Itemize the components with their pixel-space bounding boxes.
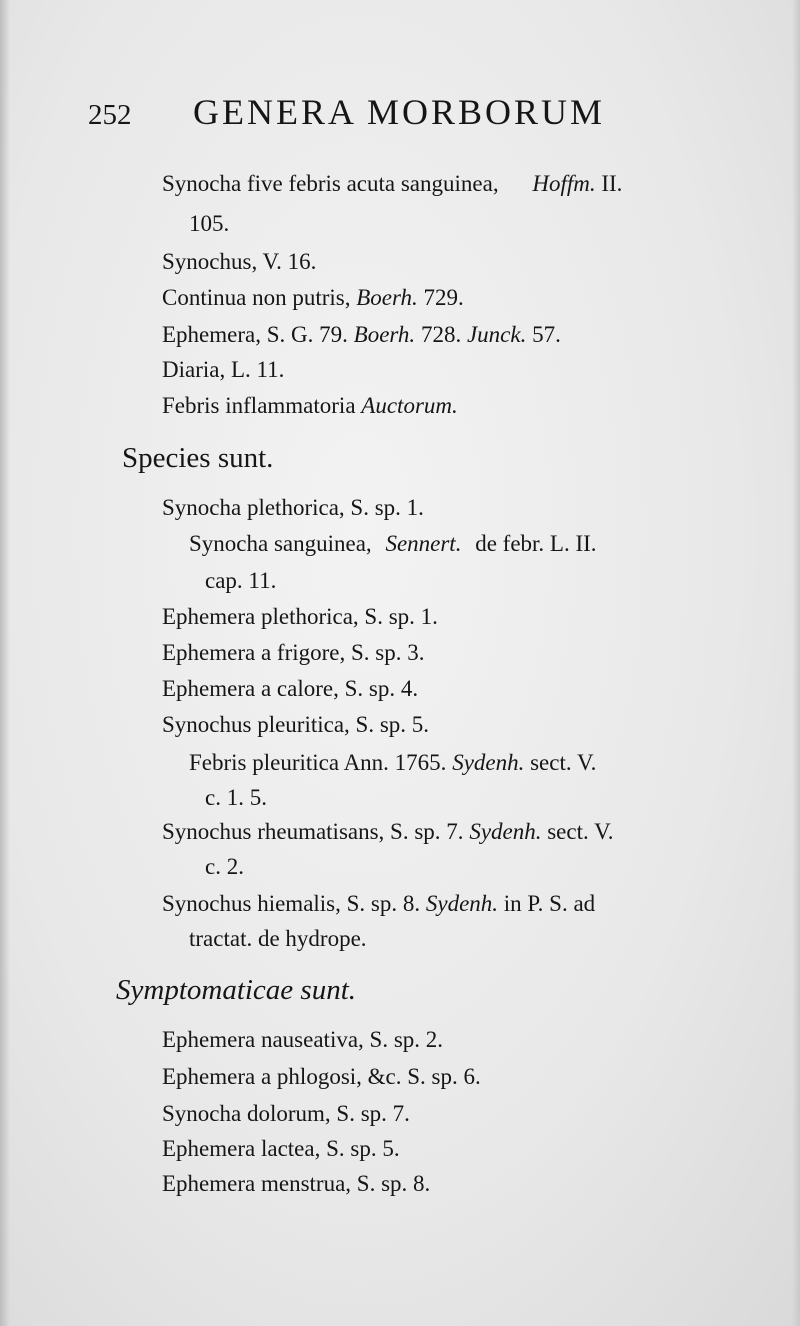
synonym-line — [162, 248, 316, 276]
synonym-line — [162, 284, 464, 312]
reference-text: sect. V. — [547, 819, 614, 844]
author-abbrev: Junck. — [466, 322, 527, 347]
species-text: c. 1. 5. — [205, 785, 267, 810]
symptomatic-item: Ephemera lactea, S. sp. 5. — [162, 1136, 400, 1161]
symptomatic-item: Ephemera a phlogosi, &c. S. sp. 6. — [162, 1064, 481, 1089]
reference-number: 57. — [532, 322, 561, 347]
synonym-line — [189, 210, 229, 238]
reference-number: 728. — [420, 322, 462, 347]
author-abbrev: Auctorum. — [361, 393, 458, 418]
symptomatic-item: Ephemera nauseativa, S. sp. 2. — [162, 1027, 444, 1052]
synonym-text: Synochus, V. 16. — [162, 249, 317, 274]
reference-text: in P. S. ad — [503, 891, 596, 916]
volume-ref: II. — [601, 171, 623, 196]
reference-text: de febr. L. II. — [475, 531, 597, 556]
author-abbrev: Boerh. — [356, 285, 418, 310]
synonym-text: Diaria, L. 11. — [162, 357, 285, 382]
author-abbrev: Sydenh. — [469, 819, 542, 844]
species-text: Synochus pleuritica, S. sp. 5. — [162, 712, 430, 737]
species-text: Febris pleuritica Ann. 1765. — [189, 750, 447, 775]
synonym-text: 105. — [189, 211, 230, 236]
author-abbrev: Boerh. — [353, 322, 416, 347]
synonym-text: Ephemera, S. G. 79. — [162, 322, 348, 347]
page-edge-shadow-left — [0, 0, 10, 1326]
synonym-text: Continua non putris, — [162, 285, 351, 310]
species-text: Ephemera a calore, S. sp. 4. — [162, 676, 419, 701]
species-text: Synochus hiemalis, S. sp. 8. — [162, 891, 421, 916]
reference-text: sect. V. — [530, 750, 597, 775]
author-abbrev: Sennert. — [385, 531, 462, 556]
species-text: Ephemera plethorica, S. sp. 1. — [162, 604, 438, 629]
species-line — [205, 567, 276, 595]
synonym-line — [162, 170, 622, 198]
species-text: Synocha plethorica, S. sp. 1. — [162, 495, 424, 520]
species-line — [205, 853, 244, 881]
page-edge-shadow-right — [792, 0, 800, 1326]
synonym-line — [162, 392, 458, 420]
species-line — [205, 784, 267, 812]
author-abbrev: Sydenh. — [452, 750, 525, 775]
species-text: tractat. de hydrope. — [189, 926, 367, 951]
reference-number: 729. — [423, 285, 464, 310]
symptomatic-heading: Symptomaticae sunt. — [116, 974, 357, 1006]
synonym-line — [162, 321, 561, 349]
author-abbrev: Hoffm. — [532, 171, 596, 196]
species-line — [189, 530, 597, 558]
species-line — [162, 890, 595, 918]
species-text: Synochus rheumatisans, S. sp. 7. — [162, 819, 464, 844]
species-line — [162, 494, 424, 522]
symptomatic-item: Ephemera menstrua, S. sp. 8. — [162, 1171, 431, 1196]
synonym-text: Febris inflammatoria — [162, 393, 356, 418]
synonym-line — [162, 356, 284, 384]
species-text: Ephemera a frigore, S. sp. 3. — [162, 640, 425, 665]
species-text: cap. 11. — [205, 568, 277, 593]
symptomatic-item: Synocha dolorum, S. sp. 7. — [162, 1101, 410, 1126]
species-line — [162, 639, 425, 667]
species-text: Synocha sanguinea, — [189, 531, 372, 556]
species-line — [189, 925, 367, 953]
species-text: c. 2. — [205, 854, 244, 879]
author-abbrev: Sydenh. — [425, 891, 499, 916]
species-line — [189, 749, 596, 777]
species-line — [162, 818, 613, 846]
species-line — [162, 711, 429, 739]
synonym-text: Synocha five febris acuta sanguinea, — [162, 171, 499, 196]
page-number: 252 — [88, 99, 132, 131]
running-head: GENERA MORBORUM — [193, 92, 606, 132]
species-heading: Species sunt. — [122, 442, 274, 474]
species-line — [162, 675, 418, 703]
species-line — [162, 603, 438, 631]
